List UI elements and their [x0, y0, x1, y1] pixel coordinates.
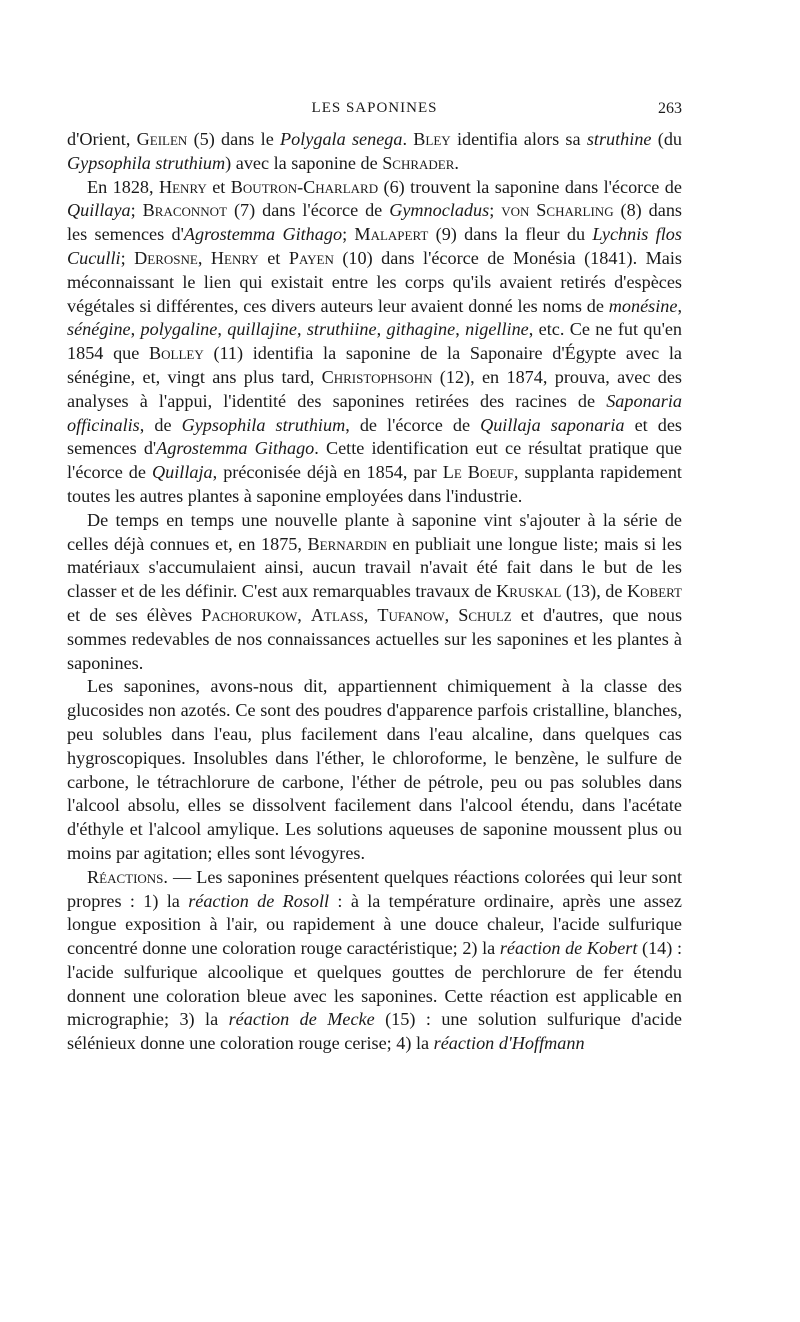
- italic-term: sénégine: [67, 319, 131, 340]
- text-run: (8) dans les semences d': [67, 200, 683, 245]
- text-run: (7) dans l'écorce de: [227, 200, 390, 221]
- author-name: Bernardin: [307, 533, 387, 554]
- author-name: Réactions: [87, 866, 164, 887]
- author-name: Kruskal: [496, 581, 562, 602]
- text-run: d'Orient,: [67, 129, 137, 149]
- text-run: et d'autres, que nous sommes redevables de nos connaissances actuelles sur les saponines et les plantes à saponines.: [67, 604, 683, 673]
- text-run: ;: [342, 224, 355, 245]
- text-run: Les saponines, avons-nous dit, appartiennent chimiquement à la classe des glucosides non azotés. Ce sont des poudres d'apparence parfois cristalline, blanches, peu solubles dans l'eau, plus facilement dans l'eau alcaline, dans quelques cas hygroscopiques. Insolubles dans l'éther, le chloroforme, le benzène, le sulfure de carbone, le tétrachlorure de carbone, l'éther de pétrole, peu ou pas solubles dans l'alcool absolu, elles se dissolvent facilement dans l'alcool étendu, dans l'acétate d'éthyle et l'alcool amylique. Les solutions aqueuses de saponine moussent plus ou moins par agitation; elles sont lévogyres.: [67, 676, 682, 863]
- text-run: et des semences d': [67, 414, 683, 459]
- author-name: Geilen: [136, 129, 188, 149]
- body-text: [67, 128, 682, 1056]
- italic-term: réaction de Rosoll: [188, 890, 330, 911]
- italic-term: réaction d'Hoffmann: [433, 1033, 585, 1054]
- text-run: , supplanta rapidement toutes les autres plantes à saponine employées dans l'industrie.: [67, 462, 682, 506]
- text-run: ,: [376, 319, 387, 340]
- author-name: Boutron-Charlard: [230, 176, 379, 197]
- text-run: . Cette identification eut ce résultat pratique que l'écorce de: [67, 438, 682, 483]
- text-run: ;: [489, 200, 502, 221]
- italic-term: réaction de Mecke: [228, 1009, 375, 1030]
- author-name: Tufanow: [377, 604, 445, 625]
- running-title: LES SAPONINES: [311, 100, 438, 116]
- text-run: et de ses élèves: [67, 604, 202, 625]
- text-run: ,: [363, 604, 378, 625]
- text-run: , de: [139, 414, 182, 435]
- text-run: ,: [217, 319, 228, 340]
- text-run: ,: [455, 319, 466, 340]
- text-run: ,: [444, 604, 459, 625]
- text-run: (6) trouvent la saponine dans l'écorce de: [378, 176, 682, 197]
- paragraph: [67, 675, 682, 865]
- author-name: Christophsohn: [321, 366, 433, 387]
- author-name: Malapert: [354, 224, 429, 245]
- text-run: (5) dans le: [187, 129, 281, 149]
- author-name: Atlass: [310, 604, 364, 625]
- author-name: Schulz: [458, 604, 512, 625]
- paragraph: [67, 509, 682, 676]
- author-name: Pachorukow: [201, 604, 298, 625]
- italic-term: githagine: [386, 319, 456, 340]
- text-run: (du: [651, 129, 683, 149]
- author-name: Henry: [210, 247, 259, 268]
- italic-term: Gymnocladus: [389, 200, 490, 221]
- text-run: (12), en 1874, prouva, avec des analyses à l'appui, l'identité des saponines retirées des racines de: [67, 366, 682, 411]
- text-run: identifia alors sa: [450, 129, 587, 149]
- author-name: Bolley: [149, 343, 204, 364]
- paragraph: [67, 128, 682, 176]
- text-run: , etc. Ce ne fut qu'en 1854 que: [67, 319, 683, 364]
- text-run: . — Les saponines présentent quelques réactions colorées qui leur sont propres : 1) la: [67, 866, 682, 911]
- italic-term: Lychnis flos Cuculli: [67, 224, 682, 268]
- text-run: .: [402, 129, 414, 149]
- text-run: (9) dans la fleur du: [428, 224, 593, 245]
- author-name: Schrader: [382, 152, 455, 173]
- italic-term: monésine: [608, 295, 678, 316]
- text-run: ,: [296, 319, 307, 340]
- italic-term: Quillaya: [67, 200, 131, 221]
- italic-term: réaction de Kobert: [499, 938, 638, 959]
- text-run: : à la température ordinaire, après une assez longue exposition à l'air, ou rapidement à une douce chaleur, l'acide sulfurique concentré donne une coloration rouge caractéristique; 2) la: [67, 890, 683, 959]
- text-run: .: [454, 152, 459, 173]
- text-run: ,: [297, 604, 311, 625]
- text-run: (11) identifia la saponine de la Saponaire d'Égypte avec la sénégine, et, vingt ans plus tard,: [67, 343, 682, 387]
- paragraph: [67, 176, 682, 509]
- italic-term: Quillaja saponaria: [480, 414, 625, 435]
- italic-term: nigelline: [465, 319, 529, 340]
- italic-term: struthiine: [306, 319, 377, 340]
- paragraph: [67, 866, 682, 1056]
- text-run: ;: [120, 247, 135, 268]
- author-name: Le Boeuf: [442, 462, 514, 483]
- italic-term: quillajine: [227, 319, 297, 340]
- author-name: von Scharling: [501, 200, 614, 221]
- page-number: 263: [658, 100, 682, 117]
- text-run: (13), de: [561, 581, 628, 602]
- author-name: Payen: [288, 247, 334, 268]
- text-run: , de l'écorce de: [345, 414, 481, 435]
- italic-term: Polygala senega: [280, 129, 403, 149]
- author-name: Bley: [413, 129, 451, 149]
- text-run: en publiait une longue liste; mais si les matériaux s'accumulaient ainsi, aucun travail n'avait été fait dans le but de les classer et de les définir. C'est aux remarquables travaux de: [67, 533, 682, 602]
- author-name: Braconnot: [142, 200, 228, 221]
- text-run: De temps en temps une nouvelle plante à saponine vint s'ajouter à la série de celles déjà connues et, en 1875,: [67, 509, 682, 554]
- italic-term: Agrostemma Githago: [183, 224, 343, 245]
- page-header: [67, 100, 682, 124]
- italic-term: struthine: [586, 129, 652, 149]
- text-run: ,: [197, 247, 211, 268]
- italic-term: Saponaria officinalis: [67, 390, 682, 435]
- text-run: ,: [130, 319, 141, 340]
- text-run: (10) dans l'écorce de Monésia (1841). Mais méconnaissant le lien qui existait entre les corps qu'ils avaient retirés d'espèces végétales si différentes, ces divers auteurs leur avaient donné les noms de: [67, 247, 683, 316]
- text-run: ;: [130, 200, 143, 221]
- text-run: ) avec la saponine de: [225, 152, 383, 173]
- italic-term: Quillaja: [152, 462, 213, 483]
- text-run: et: [206, 176, 231, 197]
- text-run: En 1828,: [87, 176, 159, 197]
- text-run: , préconisée déjà en 1854, par: [212, 462, 443, 483]
- text-run: ,: [677, 295, 682, 316]
- text-run: et: [258, 247, 289, 268]
- italic-term: Gypsophila struthium: [67, 152, 226, 173]
- text-run: (14) : l'acide sulfurique alcoolique et quelques gouttes de perchlorure de fer étendu donnent une coloration bleue avec les saponines. Cette réaction est applicable en micrographie; 3) la: [67, 938, 682, 1030]
- author-name: Kobert: [627, 581, 682, 602]
- italic-term: Gypsophila struthium: [181, 414, 346, 435]
- text-run: (15) : une solution sulfurique d'acide sélénieux donne une coloration rouge cerise; 4) la: [67, 1009, 682, 1054]
- italic-term: polygaline: [140, 319, 218, 340]
- author-name: Derosne: [134, 247, 198, 268]
- author-name: Henry: [158, 176, 207, 197]
- italic-term: Agrostemma Githago: [156, 438, 315, 459]
